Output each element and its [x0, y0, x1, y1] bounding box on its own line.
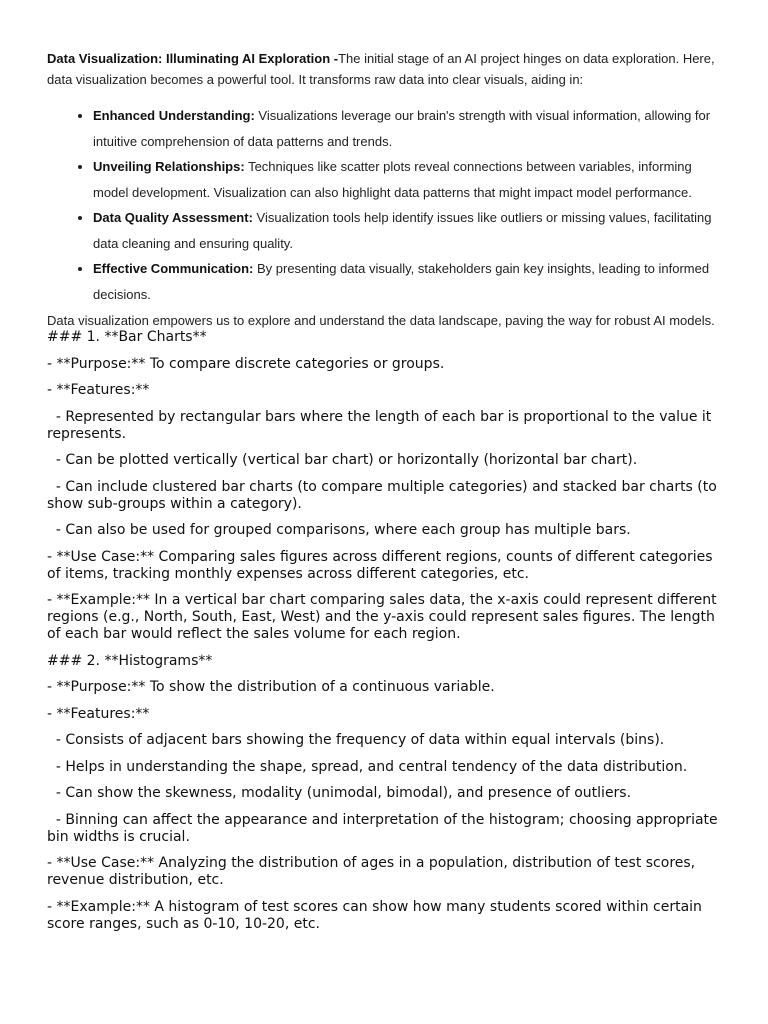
text-line: - Can include clustered bar charts (to compare multiple categories) and stacked bar charts (to show sub-groups within a category).: [47, 478, 722, 512]
list-item-text: By presenting data visually, stakeholders gain key insights, leading to informed decisions.: [93, 261, 710, 302]
intro-text: The initial stage of an AI project hinges on data exploration. Here, data visualization becomes a powerful tool. It transforms raw data into clear visuals, aiding in:: [47, 51, 715, 87]
list-item: [93, 154, 723, 205]
list-item-term: Enhanced Understanding:: [93, 108, 255, 123]
document-body: [47, 48, 723, 942]
text-line: - Can be plotted vertically (vertical bar chart) or horizontally (horizontal bar chart).: [47, 452, 638, 468]
text-line: - Represented by rectangular bars where the length of each bar is proportional to the value it represents.: [47, 408, 716, 442]
text-line: - Consists of adjacent bars showing the frequency of data within equal intervals (bins).: [47, 732, 665, 748]
text-line: - **Features:**: [47, 705, 150, 722]
closing-paragraph: Data visualization empowers us to explore and understand the data landscape, paving the way for robust AI models.: [47, 313, 715, 328]
text-line: - **Use Case:** Analyzing the distribution of ages in a population, distribution of test scores, revenue distribution, etc.: [47, 855, 700, 888]
intro-paragraph: [47, 48, 723, 90]
section-heading: ### 2. **Histograms**: [47, 652, 213, 669]
text-line: - **Features:**: [47, 382, 150, 398]
list-item: [93, 205, 723, 256]
list-item-text: Visualization tools help identify issues like outliers or missing values, facilitating data cleaning and ensuring quality.: [93, 210, 712, 251]
list-item-text: Visualizations leverage our brain's strength with visual information, allowing for intuitive comprehension of data patterns and trends.: [93, 108, 711, 149]
bar-charts-section: [47, 329, 723, 643]
list-item-term: Unveiling Relationships:: [93, 159, 245, 174]
benefits-list: [47, 103, 723, 307]
text-line: - Helps in understanding the shape, spread, and central tendency of the data distribution.: [47, 758, 688, 775]
text-line: - **Example:** A histogram of test scores can show how many students scored within certain score ranges, such as 0-10, 10-20, etc.: [47, 898, 707, 932]
text-line: - Can also be used for grouped comparisons, where each group has multiple bars.: [47, 522, 631, 538]
text-line: - Can show the skewness, modality (unimodal, bimodal), and presence of outliers.: [47, 785, 632, 801]
text-line: - **Example:** In a vertical bar chart comparing sales data, the x-axis could represent different regions (e.g., North, South, East, West) and the y-axis could represent sales figures. The length of each bar would reflect the sales volume for each region.: [47, 592, 722, 642]
text-line: - **Purpose:** To show the distribution of a continuous variable.: [47, 679, 495, 695]
intro-title: Data Visualization: Illuminating AI Exploration -: [47, 51, 339, 66]
text-line: - **Use Case:** Comparing sales figures across different regions, counts of different categories of items, tracking monthly expenses across different categories, etc.: [47, 548, 717, 582]
list-item-term: Data Quality Assessment:: [93, 210, 253, 225]
list-item: [93, 103, 723, 154]
section-heading: ### 1. **Bar Charts**: [47, 329, 207, 345]
text-line: - Binning can affect the appearance and interpretation of the histogram; choosing appropriate bin widths is crucial.: [47, 811, 723, 845]
text-line: - **Purpose:** To compare discrete categories or groups.: [47, 355, 445, 372]
list-item: [93, 256, 723, 307]
histograms-section: [47, 653, 723, 933]
list-item-text: Techniques like scatter plots reveal connections between variables, informing model development. Visualization can also highlight data patterns that might impact model performance.: [93, 159, 692, 200]
list-item-term: Effective Communication:: [93, 261, 254, 276]
